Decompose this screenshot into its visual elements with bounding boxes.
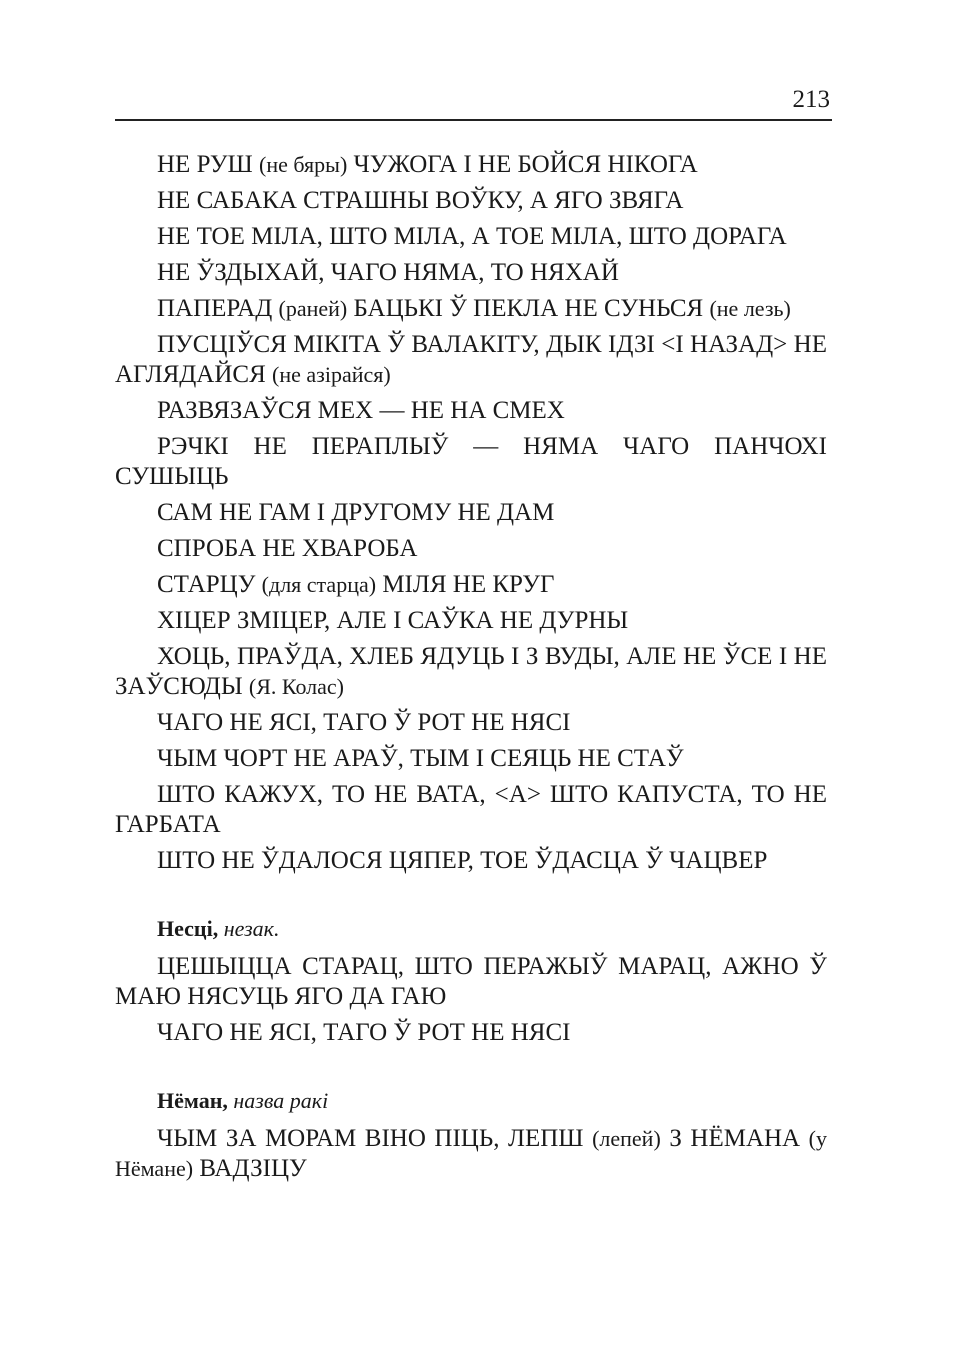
entry: ЧАГО НЕ ЯСІ, ТАГО Ў РОТ НЕ НЯСІ <box>157 1019 571 1046</box>
entry: ХОЦЬ, ПРАЎДА, ХЛЕБ ЯДУЦЬ І З ВУДЫ, АЛЕ НЕ ЎСЕ І НЕ ЗАЎСЮДЫ (Я. Колас) <box>115 643 827 700</box>
entry: ЦЕШЫЦЦА СТАРАЦ, ШТО ПЕРАЖЫЎ МАРАЦ, АЖНО Ў МАЮ НЯСУЦЬ ЯГО ДА ГАЮ <box>115 953 827 1010</box>
entry: ХІЦЕР ЗМІЦЕР, АЛЕ І САЎКА НЕ ДУРНЫ <box>157 607 629 634</box>
entry: ПУСЦІЎСЯ МІКІТА Ў ВАЛАКІТУ, ДЫК ІДЗІ <І НАЗАД> НЕ АГЛЯДАЙСЯ (не азірайся) <box>115 331 827 388</box>
entry: НЕ ТОЕ МІЛА, ШТО МІЛА, А ТОЕ МІЛА, ШТО ДОРАГА <box>157 223 787 250</box>
section-heading-neman <box>115 1086 827 1116</box>
entry: НЕ РУШ (не бяры) ЧУЖОГА І НЕ БОЙСЯ НІКОГА <box>157 151 698 178</box>
entry: ШТО НЕ ЎДАЛОСЯ ЦЯПЕР, ТОЕ ЎДАСЦА Ў ЧАЦВЕР <box>157 847 768 874</box>
headword: Нёман, <box>157 1088 228 1113</box>
entry: ЧЫМ ЗА МОРАМ ВІНО ПІЦЬ, ЛЕПШ (лепей) З НЁМАНА (у Нёмане) ВАДЗІЦУ <box>115 1125 827 1182</box>
header-rule <box>115 119 832 121</box>
page-number: 213 <box>792 86 830 113</box>
entry: НЕ ЎЗДЫХАЙ, ЧАГО НЯМА, ТО НЯХАЙ <box>157 259 619 286</box>
entry: ШТО КАЖУХ, ТО НЕ ВАТА, <А> ШТО КАПУСТА, ТО НЕ ГАРБАТА <box>115 781 827 838</box>
entry: НЕ САБАКА СТРАШНЫ ВОЎКУ, А ЯГО ЗВЯГА <box>157 187 684 214</box>
entry: ЧЫМ ЧОРТ НЕ АРАЎ, ТЫМ І СЕЯЦЬ НЕ СТАЎ <box>157 745 684 772</box>
entry: СПРОБА НЕ ХВАРОБА <box>157 535 418 562</box>
headword: Несці, <box>157 916 219 941</box>
page-content <box>115 150 827 1190</box>
entry: ЧАГО НЕ ЯСІ, ТАГО Ў РОТ НЕ НЯСІ <box>157 709 571 736</box>
headword-description: назва ракі <box>233 1088 329 1113</box>
section-heading-nesci <box>115 914 827 944</box>
entry: РЭЧКІ НЕ ПЕРАПЛЫЎ — НЯМА ЧАГО ПАНЧОХІ СУШЫЦЬ <box>115 433 827 490</box>
entry: САМ НЕ ГАМ І ДРУГОМУ НЕ ДАМ <box>157 499 555 526</box>
headword-description: незак. <box>223 916 280 941</box>
entry: ПАПЕРАД (раней) БАЦЬКІ Ў ПЕКЛА НЕ СУНЬСЯ (не лезь) <box>157 295 791 322</box>
entries-list <box>115 150 827 876</box>
entry: РАЗВЯЗАЎСЯ МЕХ — НЕ НА СМЕХ <box>157 397 565 424</box>
entry: СТАРЦУ (для старца) МІЛЯ НЕ КРУГ <box>157 571 555 598</box>
